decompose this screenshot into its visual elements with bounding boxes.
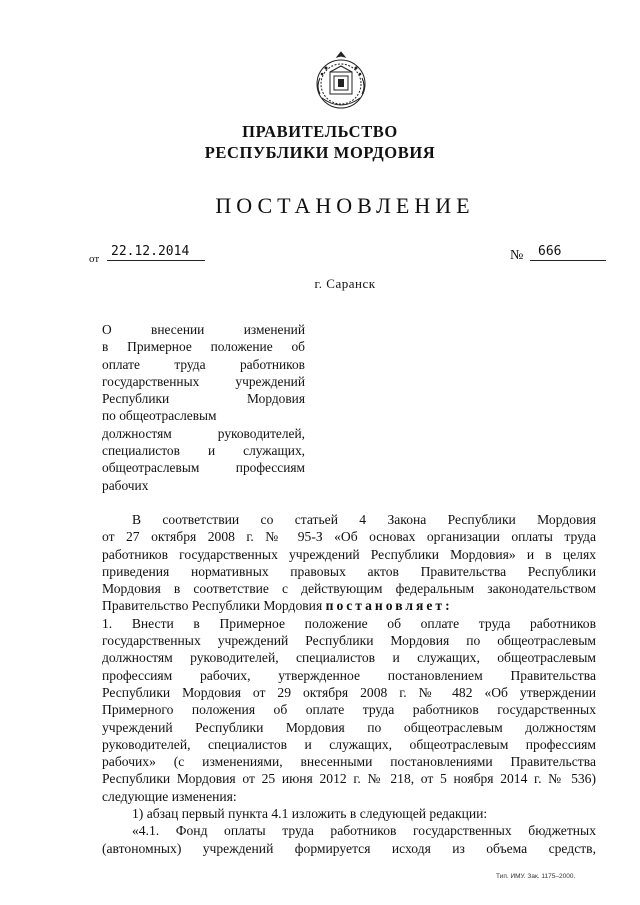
document-number: 666 bbox=[530, 244, 606, 261]
document-date: 22.12.2014 bbox=[107, 244, 205, 261]
coat-of-arms-emblem bbox=[312, 48, 370, 112]
number-label: № bbox=[510, 248, 524, 263]
body-line: «4.1. Фонд оплаты труда работников государственных бюджетных bbox=[132, 823, 596, 839]
body-line: учреждений Республики Мордовия по общеотраслевым должностям bbox=[102, 719, 596, 735]
government-title-line2: РЕСПУБЛИКИ МОРДОВИЯ bbox=[204, 143, 436, 162]
subject-line: в Примерное положение об bbox=[102, 339, 305, 355]
city-label: г. Саранск bbox=[314, 276, 376, 291]
subject-line: государственных учреждений bbox=[102, 373, 305, 389]
document-type-title: ПОСТАНОВЛЕНИЕ bbox=[215, 193, 475, 218]
subject-line: оплате труда работников bbox=[102, 356, 305, 372]
subject-line: должностям руководителей, bbox=[102, 425, 305, 441]
document-body bbox=[102, 511, 596, 857]
body-line bbox=[102, 597, 596, 614]
body-line: Примерного положения об оплате труда работников государственных bbox=[102, 702, 596, 718]
body-line: руководителей, специалистов и служащих, общеотраслевым профессиям bbox=[102, 736, 596, 752]
body-line: 1) абзац первый пункта 4.1 изложить в следующей редакции: bbox=[132, 806, 488, 822]
body-line: государственных учреждений Республики Мордовия по общеотраслевым bbox=[102, 633, 596, 649]
body-line: Республики Мордовия от 29 октября 2008 г. № 482 «Об утверждении bbox=[102, 684, 596, 700]
subject-line: специалистов и служащих, bbox=[102, 443, 305, 459]
body-line: Республики Мордовия от 25 июня 2012 г. № 218, от 5 ноября 2014 г. № 536) bbox=[102, 771, 596, 787]
date-prefix-label: от bbox=[89, 253, 100, 265]
body-line: (автономных) учреждений формируется исходя из объема средств, bbox=[102, 840, 596, 856]
body-line: приведения нормативных правовых актов Правительства Республики bbox=[102, 563, 596, 579]
body-line: 1. Внести в Примерное положение об оплате труда работников bbox=[102, 615, 596, 631]
government-title-line1: ПРАВИТЕЛЬСТВО bbox=[242, 122, 398, 141]
subject-line: общеотраслевым профессиям bbox=[102, 460, 305, 476]
body-line: от 27 октября 2008 г. № 95-З «Об основах организации оплаты труда bbox=[102, 529, 596, 545]
body-line: должностям руководителей, специалистов и служащих, общеотраслевым bbox=[102, 650, 596, 666]
subject-line: рабочих bbox=[102, 477, 149, 493]
subject-line: Республики Мордовия bbox=[102, 391, 305, 407]
subject-line: по общеотраслевым bbox=[102, 408, 217, 424]
body-line: профессиям рабочих, утвержденное постановлением Правительства bbox=[102, 667, 596, 683]
decree-word: постановляет: bbox=[325, 598, 453, 614]
subject-line: О внесении изменений bbox=[102, 322, 305, 337]
subject-block bbox=[102, 321, 305, 494]
body-line: рабочих» (с изменениями, внесенными постановлениями Правительства bbox=[102, 754, 596, 770]
body-line: работников государственных учреждений Республики Мордовия» и в целях bbox=[102, 546, 596, 562]
decree-subject: Правительство Республики Мордовия bbox=[102, 598, 323, 614]
body-line: следующие изменения: bbox=[102, 788, 237, 804]
body-line: Мордовия в соответствие с действующим федеральным законодательством bbox=[102, 581, 596, 597]
body-line: В соответствии со статьей 4 Закона Республики Мордовия bbox=[132, 512, 596, 527]
print-footer: Тип. ИМУ. Зак. 1175–2000. bbox=[496, 873, 576, 880]
